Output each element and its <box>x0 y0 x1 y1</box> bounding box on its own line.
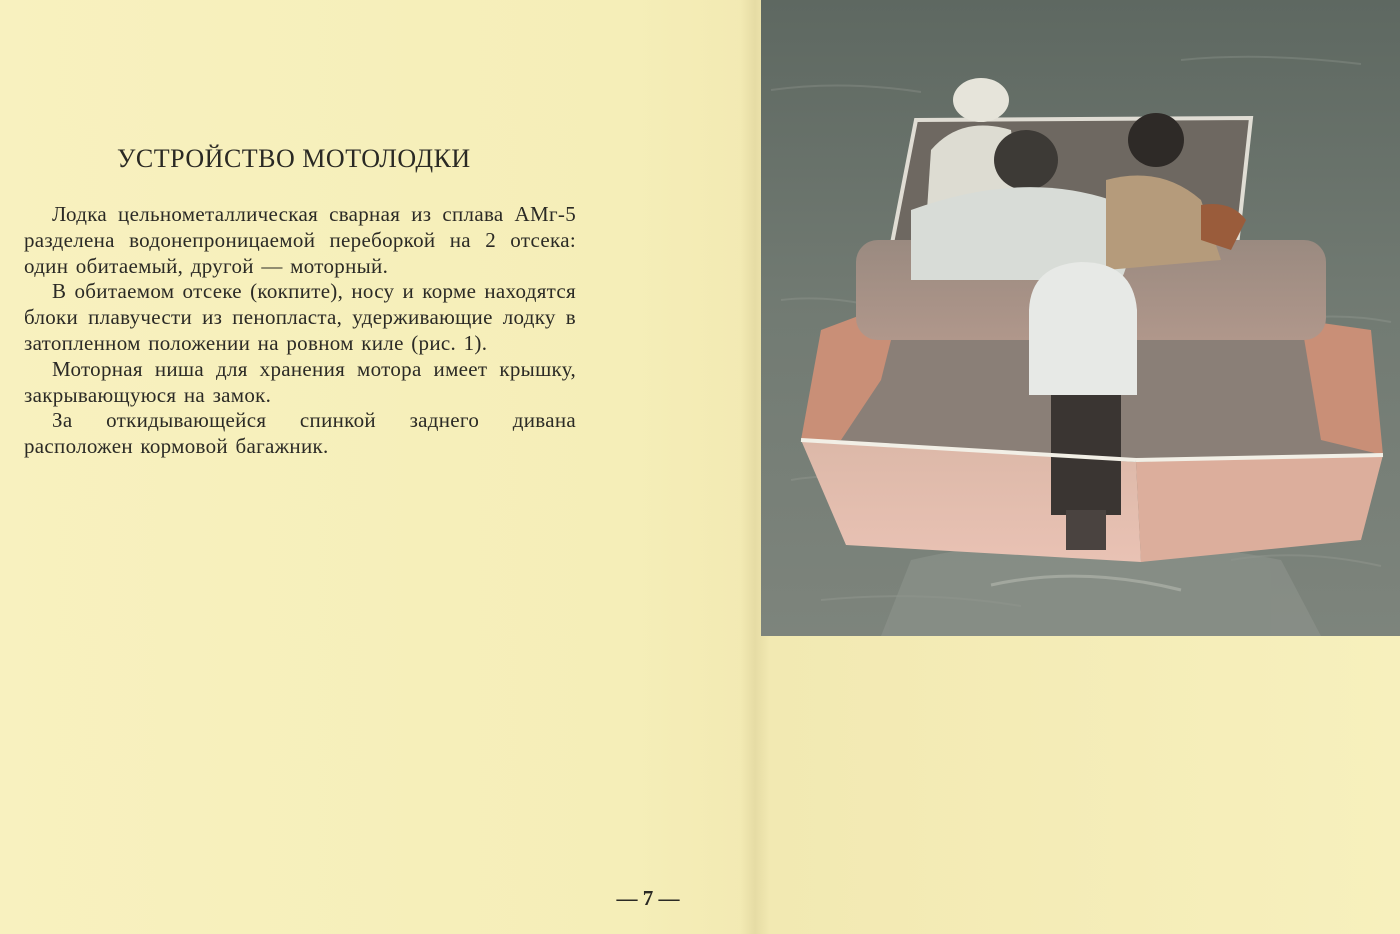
paragraph: За откидывающейся спинкой заднего дивана расположен кормовой багажник. <box>24 408 576 459</box>
section-heading: УСТРОЙСТВО МОТОЛОДКИ <box>117 144 471 173</box>
page-number: — 7 — <box>616 886 680 910</box>
photo-illustration <box>761 0 1400 636</box>
paragraph: Моторная ниша для хранения мотора имеет крышку, закрывающуюся на замок. <box>24 356 576 407</box>
motorboat-photo <box>761 0 1400 636</box>
body-text <box>24 202 576 460</box>
paragraph: В обитаемом отсеке (кокпите), носу и корме находятся блоки плавучести из пенопласта, удерживающие лодку в затопленном положении на ровном киле (рис. 1). <box>24 279 576 355</box>
paragraph: Лодка цельнометаллическая сварная из сплава АМг-5 разделена водонепроницаемой переборкой на 2 отсека: один обитаемый, другой — моторный. <box>24 202 576 278</box>
